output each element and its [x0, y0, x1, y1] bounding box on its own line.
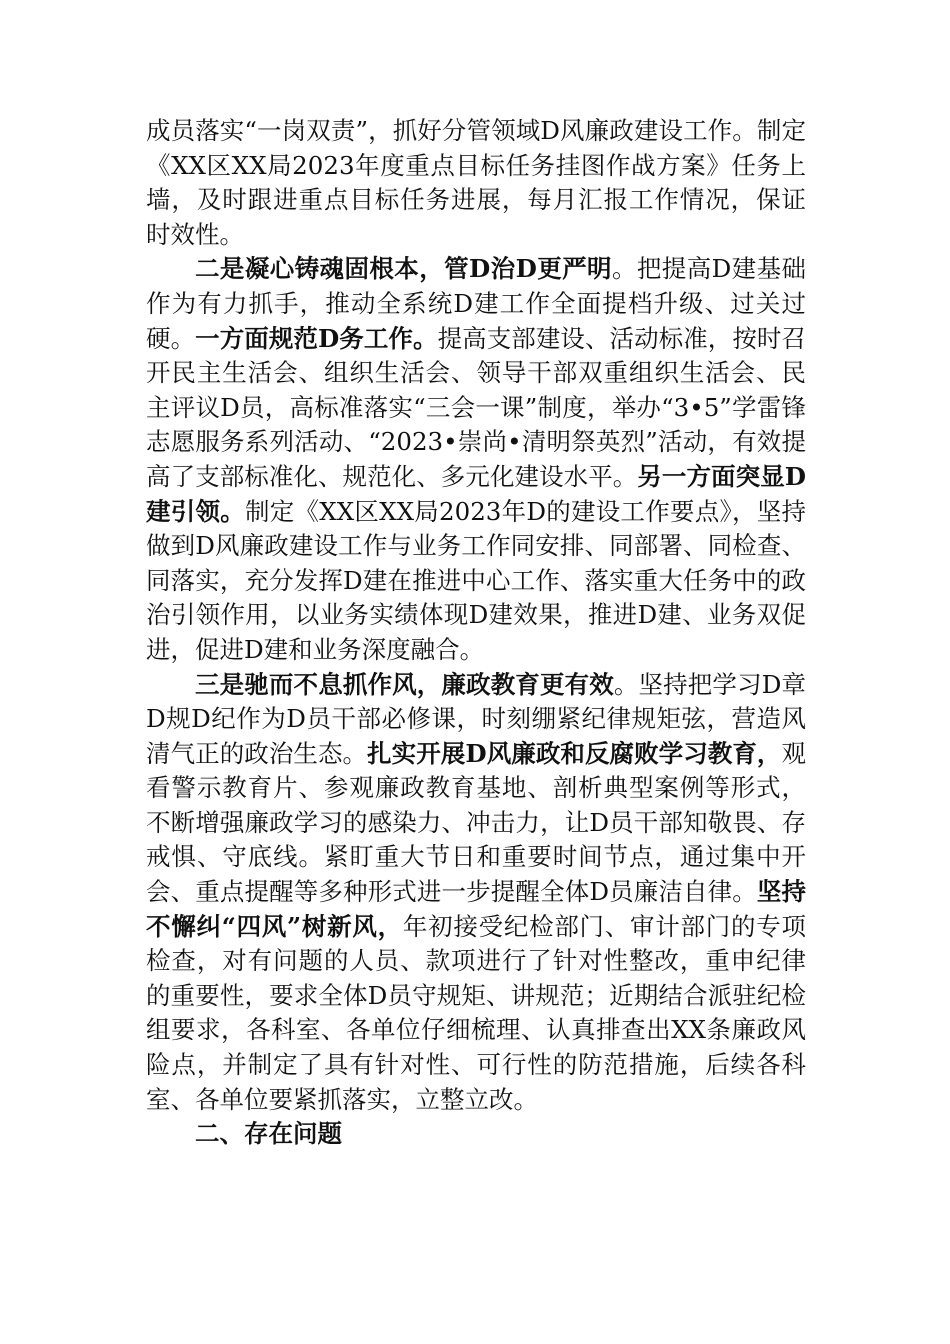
- paragraph-2-subheading-1: 一方面规范D务工作。: [195, 323, 438, 353]
- paragraph-2-subheading-2: 另一方面突显D建引领。: [146, 461, 807, 526]
- document-body: [146, 114, 806, 1152]
- paragraph-3: [146, 668, 806, 1118]
- paragraph-2-text-3: 制定《XX区XX局2023年D的建设工作要点》，坚持做到D风廉政建设工作与业务工作同安排、同部署、同检查、同落实，充分发挥D建在推进中心工作、落实重大任务中的政治引领作用，以业务实绩体现D建效果，推进D建、业务双促进，促进D建和业务深度融合。: [146, 496, 806, 664]
- paragraph-2-heading: 二是凝心铸魂固根本，管D治D更严明: [195, 254, 612, 284]
- paragraph-2: [146, 252, 806, 667]
- paragraph-3-text-1: 。坚持把学习D章D规D纪作为D员干部必修课，时刻绷紧纪律规矩弦，营造风清气正的政治生态。: [146, 669, 806, 768]
- section-heading: 二、存在问题: [195, 1119, 342, 1149]
- paragraph-2-text-2: 提高支部建设、活动标准，按时召开民主生活会、组织生活会、领导干部双重组织生活会、民主评议D员，高标准落实“三会一课”制度，举办“3•5”学雷锋志愿服务系列活动、“2023•崇尚•清明祭英烈”活动，有效提高了支部标准化、规范化、多元化建设水平。: [146, 323, 807, 491]
- paragraph-2-text-1: 。把提高D建基础作为有力抓手，推动全系统D建工作全面提档升级、过关过硬。: [146, 254, 806, 353]
- paragraph-3-text-2: 观看警示教育片、参观廉政教育基地、剖析典型案例等形式，不断增强廉政学习的感染力、冲击力，让D员干部知敬畏、存戒惧、守底线。紧盯重大节日和重要时间节点，通过集中开会、重点提醒等多种形式进一步提醒全体D员廉洁自律。: [146, 738, 806, 907]
- paragraph-1: [146, 114, 806, 252]
- paragraph-3-subheading-2: 坚持不懈纠“四风”树新风，: [146, 877, 807, 941]
- paragraph-3-subheading-1: 扎实开展D风廉政和反腐败学习教育，: [367, 738, 782, 768]
- paragraph-3-heading: 三是驰而不息抓作风，廉政教育更有效: [195, 669, 614, 699]
- paragraph-3-text-3: 年初接受纪检部门、审计部门的专项检查，对有问题的人员、款项进行了针对性整改，重申纪律的重要性，要求全体D员守规矩、讲规范；近期结合派驻纪检组要求，各科室、各单位仔细梳理、认真排查出XX条廉政风险点，并制定了具有针对性、可行性的防范措施，后续各科室、各单位要紧抓落实，立整立改。: [146, 911, 806, 1114]
- paragraph-1-text: 成员落实“一岗双责”，抓好分管领域D风廉政建设工作。制定《XX区XX局2023年度重点目标任务挂图作战方案》任务上墙，及时跟进重点目标任务进展，每月汇报工作情况，保证时效性。: [146, 116, 806, 249]
